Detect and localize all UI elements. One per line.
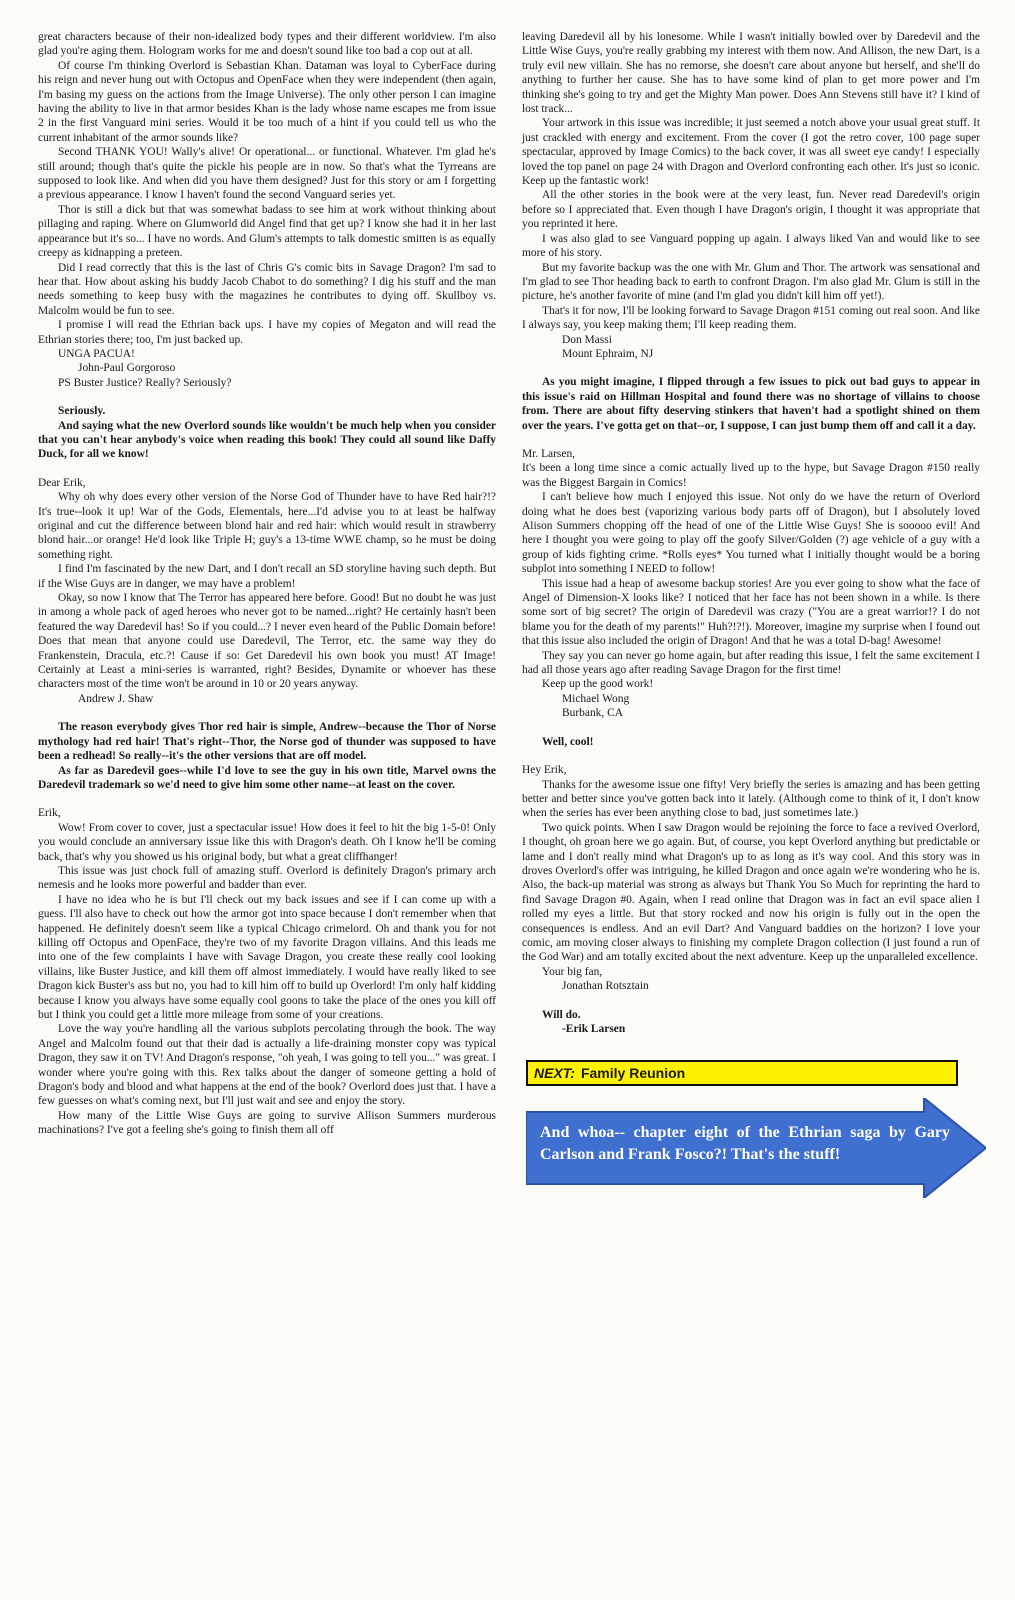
letter-paragraph: I find I'm fascinated by the new Dart, and I don't recall an SD storyline having such depth. But if the Wise Guys are in danger, we may have a problem!	[38, 563, 496, 590]
letter-paragraph: Wow! From cover to cover, just a spectacular issue! How does it feel to hit the big 1-5-0! Only you would conclude an anniversary issue like this with Dragon's death. Oh I know he'll be coming back, that's why you showed us his original body, but what a great cliffhanger!	[38, 821, 496, 863]
letter-paragraph: All the other stories in the book were at the very least, fun. Never read Daredevil's origin before so I appreciated that. Even though I have Dragon's origin, I thought it was appropriate that you reprinted it here.	[522, 189, 980, 231]
letter-paragraph: I was also glad to see Vanguard popping up again. I always liked Van and would like to see more of his story.	[522, 232, 980, 260]
letter-paragraph: But my favorite backup was the one with Mr. Glum and Thor. The artwork was sensational and I'm glad to see Thor heading back to earth to confront Dragon. I'm also glad Mr. Glum is still in the picture, he's another favorite of mine (and I'm glad you didn't kill him off yet!).	[522, 261, 980, 303]
letter-paragraph: PS Buster Justice? Really? Seriously?	[58, 376, 232, 389]
letter-paragraph: How many of the Little Wise Guys are going to survive Allison Summers murderous machinations? I've got a feeling she's going to finish them all off	[38, 1109, 496, 1137]
letter-paragraph: Okay, so now I know that The Terror has appeared here before. Good! But no doubt he was just in among a whole pack of aged heroes who never got to be named...right? He certainly hasn't been featured the way Daredevil has! So if you could...? I never even heard of the Public Domain before! Does that mean that anyone could use Daredevil, The Terror, etc. the same way they do Frankenstein, Dracula, etc.?! Cause if so: Get Daredevil his own book you must! AT Image! Certainly at Least a mini-series is warranted, right? Besides, Dynamite or whoever has these characters most of the time won't be around in 10 or 20 years anyway.	[38, 592, 496, 691]
letter-paragraph: Thor is still a dick but that was somewhat badass to see him at work without thinking about pillaging and raping. Where on Glumworld did Angel find that get up? I know she had it in her last appearance but it's so... I have no words. And Glum's attempts to talk domestic smitten is as equally creepy as kidnapping a preteen.	[38, 203, 496, 260]
letter-signature: Jonathan Rotsztain	[562, 980, 649, 993]
letter-paragraph: Of course I'm thinking Overlord is Sebastian Khan. Dataman was loyal to CyberFace during his reign and never hung out with Octopus and OpenFace when they were independent (then again, I'm basing my guess on the actions from the Image Universe). The only other person I can imagine having the ability to live in that armor besides Khan is the lady whose name escapes me from issue 2 in the first Vanguard mini series. Would it be too much of a hint if you could tell us who the current inhabitant of the armor sounds like?	[38, 59, 496, 144]
letter-paragraph: This issue was just chock full of amazing stuff. Overlord is definitely Dragon's primary arch nemesis and he looks more powerful and badder than ever.	[38, 864, 496, 892]
editor-reply: Well, cool!	[542, 735, 594, 748]
editor-reply: The reason everybody gives Thor red hair is simple, Andrew--because the Thor of Norse mythology had red hair! That's right--Thor, the Norse god of thunder was supposed to have been a redhead! So really--it's the other versions that are off model.	[38, 721, 496, 763]
letter-salutation: Dear Erik,	[38, 476, 86, 489]
editor-reply: Will do.	[542, 1008, 581, 1021]
letter-paragraph: Did I read correctly that this is the last of Chris G's comic bits in Savage Dragon? I'm sad to hear that. How about asking his buddy Jacob Chabot to do something? I dig his stuff and the man needs something to keep busy with the magazines he contributes to dying off. Skullboy vs. Malcolm would be fun to see.	[38, 261, 496, 317]
letter-paragraph: Second THANK YOU! Wally's alive! Or operational... or functional. Whatever. I'm glad he's still around; though that's quite the pickle his people are in now. So that's what the Tyrreans are supposed to look like. And when did you have them designed? Just for this story or am I forgetting a previous appearance. I know I haven't found the second Vanguard series yet.	[38, 146, 496, 202]
editor-signature: -Erik Larsen	[562, 1023, 626, 1035]
editor-reply: As you might imagine, I flipped through a few issues to pick out bad guys to appear in this issue's raid on Hillman Hospital and found there was no shortage of villains to choose from. There are about fifty deserving stinkers that haven't had a spotlight shined on them over the years. I've gotta get on that--or, I suppose, I can just bump them off and call it a day.	[522, 376, 980, 432]
letter-paragraph: great characters because of their non-idealized body types and their different worldview. I'm also glad you're aging them. Hologram works for me and doesn't sound like too bad a cop out at all.	[38, 31, 496, 58]
letter-paragraph: This issue had a heap of awesome backup stories! Are you ever going to show what the face of Angel of Dimension-X looks like? I noticed that her face has not been shown in a while. Is there some sort of big secret? The origin of Daredevil was crazy ("You are a great warrior!? I do not blame you for the death of my parents!" Huh?!?!). Moreover, imagine my surprise when I found out that this issue also included the origin of Dragon! And that he was a total D-bag! Awesome!	[522, 577, 980, 648]
editor-reply: And saying what the new Overlord sounds like wouldn't be much help when you consider that you can't hear anybody's voice when reading this book! They could all sound like Daffy Duck, for all we know!	[38, 419, 496, 461]
letter-paragraph: Why oh why does every other version of the Norse God of Thunder have to have Red hair?!? It's true--look it up! War of the Gods, Elementals, here...I'd advise you to at least be halfway original and cut the difference between blond hair and red hair: which would result in strawberry blond hair...or orange! He'd look like Triple H; guy's a 13-time WWE champ, so he must be doing something right.	[38, 491, 496, 561]
promo-text: And whoa-- chapter eight of the Ethrian saga by Gary Carlson and Frank Fosco?! That's the stuff!	[540, 1124, 950, 1164]
letter-paragraph: Love the way you're handling all the various subplots percolating through the book. The way Angel and Malcolm found out that their dad is actually a life-draining monster copy was typical Dragon, they saw it on TV! And Dragon's response, "oh yeah, I was going to tell you..." was great. I wonder where you're going with this. Rex talks about the danger of someone getting a hold of Dragon's body and blood and what happens at the end of the book? Overlord does just that. I have a few guesses on what's coming next, but I'll just wait and see and enjoy the story.	[38, 1023, 496, 1108]
left-column	[38, 30, 496, 1600]
letter-signature: Michael Wong	[562, 692, 630, 705]
next-issue-banner	[526, 1060, 958, 1086]
letter-paragraph: I have no idea who he is but I'll check out my back issues and see if I can come up with a guess. I'll also have to check out how the armor got into space because I don't remember when that happened. He definitely doesn't seem like a typical Chicago crimelord. Oh and thank you for not killing off Octopus and OpenFace, they're two of my favorite Dragon villains. And this leads me into one of the few complaints I have with Savage Dragon, you create these really cool looking villains, like Buster Justice, and kill them off almost immediately. I would have really liked to see Dragon kick Buster's ass but no, you had to kill him off to build up Overlord! I'm only half kidding because I know you always have some equally cool goons to take the place of the ones you kill off but I think you could get a little more mileage from some of your creations.	[38, 893, 496, 1021]
letter-paragraph: I promise I will read the Ethrian back ups. I have my copies of Megaton and will read the Ethrian stories there; too, I'm just backed up.	[38, 319, 496, 346]
letter-signature: John-Paul Gorgoroso	[78, 362, 176, 375]
right-column	[522, 30, 980, 1600]
letter-paragraph: Thanks for the awesome issue one fifty! Very briefly the series is amazing and has been getting better and better since you've gotten back into it lately. (Although come to think of it, I don't know when the series has ever been anything close to bad, just sometimes late.)	[522, 778, 980, 820]
letter-paragraph: Your big fan,	[542, 965, 603, 978]
letter-paragraph: I can't believe how much I enjoyed this issue. Not only do we have the return of Overlord doing what he does best (vaporizing various body parts off of Dragon), but I absolutely loved Alison Summers chopping off the head of one of the Little Wise Guys! She is sooooo evil! And here I thought you were going to play off the goofy Silver/Golden (?) age vehicle of a guy with a group of kids fighting crime. *Rolls eyes* You turned what I initially thought would be a boring subplot into something I NEED to follow!	[522, 491, 980, 576]
letter-location: Mount Ephraim, NJ	[562, 347, 654, 360]
next-label: NEXT:	[534, 1065, 575, 1082]
letter-paragraph: Your artwork in this issue was incredible; it just seemed a notch above your usual great stuff. It just crackled with energy and excitement. From the cover (I got the retro cover, 100 page super spectacular, approved by Image Comics) to the back cover, it was all sweet eye candy! I especially loved the top panel on page 24 with Dragon and Overlord confronting each other. It's just so iconic. Keep up the fantastic work!	[522, 117, 980, 188]
letter-salutation: Mr. Larsen,	[522, 447, 576, 460]
editor-reply: As far as Daredevil goes--while I'd love to see the guy in his own title, Marvel owns the Daredevil trademark so we'd need to give him some other name--at least on the cover.	[38, 764, 496, 791]
letter-location: Burbank, CA	[562, 707, 623, 720]
letter-salutation: Erik,	[38, 807, 61, 820]
letter-paragraph: Keep up the good work!	[542, 678, 654, 691]
letter-signature: Don Massi	[562, 333, 612, 346]
letter-paragraph: UNGA PACUA!	[58, 347, 135, 360]
next-title: Family Reunion	[580, 1065, 686, 1082]
editor-reply: Seriously.	[58, 405, 106, 418]
letter-signature: Andrew J. Shaw	[78, 692, 154, 705]
promo-arrow	[526, 1098, 986, 1198]
letter-salutation: Hey Erik,	[522, 764, 567, 777]
letter-paragraph: leaving Daredevil all by his lonesome. While I wasn't initially bowled over by Daredevil and the Little Wise Guys, you're really grabbing my interest with them now. And Allison, the new Dart, is a truly evil new villain. She has no remorse, she doesn't care about anyone but herself, and she'll do anything to further her cause. She has to have some kind of plan to get more power and I'm thinking she's going to try and get the Mighty Man power. Does Ann Stevens still have it? I kind of lost track...	[522, 31, 980, 116]
letter-paragraph: They say you can never go home again, but after reading this issue, I felt the same excitement I had all those years ago after reading Savage Dragon for the first time!	[522, 649, 980, 677]
letter-paragraph: It's been a long time since a comic actually lived up to the hype, but Savage Dragon #150 really was the Biggest Bargain in Comics!	[522, 462, 980, 489]
letter-paragraph: That's it for now, I'll be looking forward to Savage Dragon #151 coming out real soon. And like I always say, you keep making them; I'll keep reading them.	[522, 304, 980, 332]
letter-paragraph: Two quick points. When I saw Dragon would be rejoining the force to face a revived Overlord, I thought, oh groan here we go again. But, of course, you kept Overlord anything but predictable or lame and I don't really mind what Dragon's up to as long as it's way cool. And this story was in droves Overlord's offer was intriguing, he killed Dragon and once again we're wondering who he is. Also, the back-up material was strong as always but Thank You So Much for reprinting the hard to find Savage Dragon #0. Again, when I read online that Dragon was in fact an evil space alien I rolled my eyes a little. But that story rocked and now his origin is fully out in the open the consequences is endless. And an evil Dart? And Vanguard baddies on the horizon? I love your comic, am moving closer always to finishing my complete Dragon collection (I just found a run of the God War) and am totally excited about the next adventure. Keep up the unparalleled excellence.	[522, 821, 980, 964]
